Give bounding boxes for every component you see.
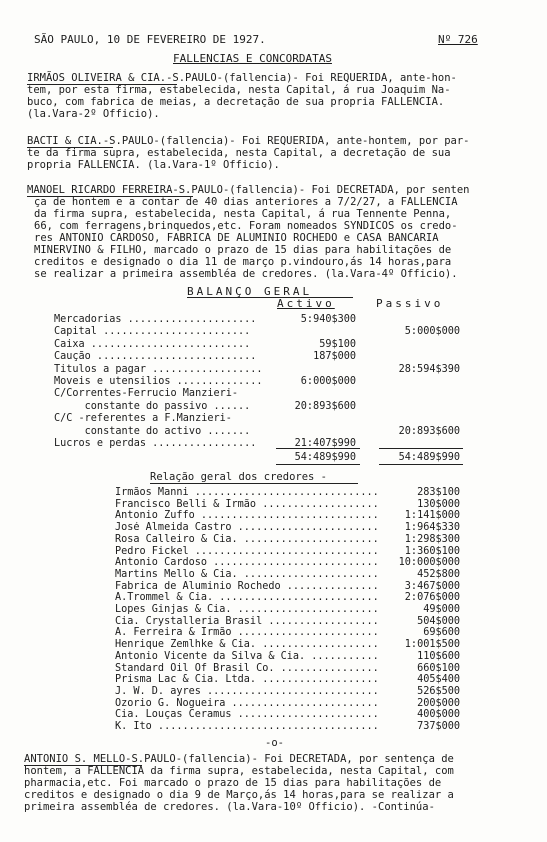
active-total: 54:489$990 <box>294 452 356 463</box>
balance-row-label: Caixa .......................... <box>54 338 251 350</box>
entry-line: se realizar a primeira assembléa de credores. (la.Vara-4º Officio). <box>34 268 458 280</box>
creditor-amount: 504$000 <box>417 615 460 627</box>
entry-title-underline <box>24 765 142 766</box>
balance-row-passive: 5:000$000 <box>404 326 460 338</box>
entry-title-underline <box>27 147 113 148</box>
entry-line: (la.Vara-2º Officio). <box>27 108 160 120</box>
creditor-name: Cia. Louças Ceramus ....................... <box>115 709 379 721</box>
balance-row-active: 5:940$300 <box>300 314 356 325</box>
creditor-name: A.Trommel & Cia. .......................... <box>115 592 379 604</box>
balance-row-active: 21:407$990 <box>294 438 356 449</box>
entry-line: propria FALLENCIA. (la.Vara-1º Officio). <box>27 159 280 171</box>
creditor-name: Ozorio G. Nogueira ........................ <box>115 697 379 709</box>
creditors-title-underline <box>150 483 358 484</box>
creditor-amount: 110$600 <box>417 650 460 662</box>
separator-mark: -o- <box>265 737 284 749</box>
entry-line: te da firma supra, estabelecida, nesta Capital, a decretação de sua <box>27 147 451 159</box>
entry-title-underline <box>27 196 193 197</box>
creditor-name: Lopes Ginjas & Cia. ....................... <box>115 604 379 615</box>
balance-row-passive: 20:893$600 <box>398 425 460 437</box>
creditor-name: José Almeida Castro ....................... <box>115 522 379 534</box>
creditor-name: Rosa Calleiro & Cia. ...................... <box>115 533 379 545</box>
balance-row-label: Titulos a pagar .................. <box>54 363 263 375</box>
creditor-amount: 452$800 <box>417 568 460 580</box>
entry-title-underline <box>27 84 177 85</box>
creditor-name: J. W. D. ayres ............................ <box>115 685 379 697</box>
active-total-double-rule <box>276 464 360 465</box>
passive-total-double-rule <box>379 464 463 465</box>
creditor-amount: 10:000$000 <box>398 557 460 569</box>
creditor-name: K. Ito .................................... <box>115 721 379 732</box>
section-title: FALLENCIAS E CONCORDATAS <box>173 52 332 65</box>
entry-line: 66, com ferragens,brinquedos,etc. Foram nomeados SYNDICOS os credo- <box>34 220 458 232</box>
balance-row-label: constante do passivo ...... <box>54 400 251 412</box>
entry-line: buco, com fabrica de meias, a decretação de sua propria FALLENCIA. <box>27 96 445 108</box>
creditor-name: Prisma Lac & Cia. Ltda. ................... <box>115 674 379 686</box>
creditor-amount: 737$000 <box>417 721 460 732</box>
balance-row-label: constante do activo ....... <box>54 425 251 437</box>
creditor-amount: 69$600 <box>423 627 460 639</box>
creditor-amount: 1:001$500 <box>404 639 460 651</box>
creditor-name: Henrique Zemlhke & Cia. ................... <box>115 639 379 651</box>
balance-row-label: C/C -referentes a F.Manzieri- <box>54 413 232 425</box>
entry-line: BACTI & CIA.-S.PAULO-(fallencia)- Foi REQUERIDA, ante-hontem, por par- <box>27 135 470 147</box>
entry-line: IRMÃOS OLIVEIRA & CIA.-S.PAULO-(fallencia)- Foi REQUERIDA, ante-hon- <box>27 72 457 84</box>
creditor-amount: 660$100 <box>417 662 460 674</box>
balance-row-label: Capital ........................ <box>54 326 251 338</box>
creditor-name: Antonio Vicente da Silva & Cia. ........... <box>115 650 379 662</box>
creditor-name: Pedro Fickel .............................. <box>115 545 379 557</box>
balance-row-label: Caução .......................... <box>54 351 257 363</box>
balance-row-label: Mercadorias ..................... <box>54 314 257 325</box>
entry-line: MINERVINO & FILHO, marcado o prazo de 15 dias para habilitações de <box>34 244 452 256</box>
creditor-name: Francisco Belli & Irmão ................... <box>115 498 379 510</box>
bulletin-number: Nº 726 <box>438 33 478 46</box>
creditor-amount: 2:076$000 <box>404 592 460 604</box>
passive-column-header: Passivo <box>376 297 444 310</box>
creditor-amount: 200$000 <box>417 697 460 709</box>
entry-line: creditos e designado o dia 11 de março p.vindouro,ás 14 horas,para <box>34 256 452 268</box>
passive-total-rule <box>379 448 463 449</box>
balance-row-label: Moveis e utensilios .............. <box>54 376 263 387</box>
entry-line: res ANTONIO CARDOSO, FABRICA DE ALUMINIO ROCHEDO e CASA BANCARIA <box>34 232 439 244</box>
creditor-name: Cia. Crystalleria Brasil .................. <box>115 615 379 627</box>
creditor-amount: 1:298$300 <box>404 533 460 545</box>
entry-line: da firma supra, estabelecida, nesta Capital, á rua Tennente Penna, <box>34 208 452 220</box>
balance-row-active: 59$100 <box>319 338 356 350</box>
creditors-title: Relação geral dos credores - <box>150 471 328 483</box>
creditor-amount: 1:360$100 <box>404 545 460 557</box>
creditor-name: Fabrica de Aluminio Rochedo ............... <box>115 580 379 592</box>
creditor-amount: 3:467$000 <box>404 580 460 592</box>
entry-line: hontem, a FALLENCIA da firma supra, estabelecida, nesta Capital, com <box>24 765 454 777</box>
active-column-header: Activo <box>277 297 335 310</box>
creditor-amount: 1:141$000 <box>404 510 460 522</box>
balance-row-label: C/Correntes-Ferrucio Manzieri- <box>54 388 239 400</box>
creditor-name: A. Ferreira & Irmão ....................... <box>115 627 379 639</box>
creditor-name: Antonio Cardoso ........................... <box>115 557 379 569</box>
balance-row-active: 187$000 <box>313 351 356 363</box>
balance-row-label: Lucros e perdas ................. <box>54 438 257 449</box>
balance-row-active: 6:000$000 <box>300 376 356 387</box>
entry-line: pharmacia,etc. Foi marcado o prazo de 15 dias para habilitações de <box>24 777 442 789</box>
entry-line: tem, por esta firma, estabelecida, nesta Capital, á rua Joaquim Na- <box>27 84 451 96</box>
creditor-name: Standard Oil Of Brasil Co. ................ <box>115 662 379 674</box>
creditor-name: Martins Mello & Cia. ...................... <box>115 568 379 580</box>
creditor-amount: 400$000 <box>417 709 460 721</box>
balance-title: BALANÇO GERAL <box>187 285 313 298</box>
entry-line: ANTONIO S. MELLO-S.PAULO-(fallencia)- Foi DECRETADA, por sentença de <box>24 753 454 765</box>
creditor-name: Antonio Zuffo ............................. <box>115 510 379 522</box>
entry-line: creditos e designado o dia 9 de Março,ás 14 horas,para se realizar a <box>24 789 454 801</box>
creditor-name: Irmãos Manni .............................. <box>115 487 379 498</box>
balance-row-passive: 28:594$390 <box>398 363 460 375</box>
entry-line: primeira assembléa de credores. (la.Vara-10º Officio). -Continúa- <box>24 801 435 813</box>
creditor-amount: 49$000 <box>423 604 460 615</box>
passive-total: 54:489$990 <box>398 452 460 463</box>
entry-line: ça de hontem e a contar de 40 dias anteriores a 7/2/27, a FALLENCIA <box>34 196 458 208</box>
active-total-rule <box>276 448 360 449</box>
balance-row-active: 20:893$600 <box>294 400 356 412</box>
creditor-amount: 405$400 <box>417 674 460 686</box>
creditor-amount: 283$100 <box>417 487 460 498</box>
creditor-amount: 130$000 <box>417 498 460 510</box>
creditor-amount: 1:964$330 <box>404 522 460 534</box>
dateline: SÃO PAULO, 10 DE FEVEREIRO DE 1927. <box>34 33 266 46</box>
creditor-amount: 526$500 <box>417 685 460 697</box>
entry-line: MANOEL RICARDO FERREIRA-S.PAULO-(fallencia)- Foi DECRETADA, por senten <box>27 184 470 196</box>
